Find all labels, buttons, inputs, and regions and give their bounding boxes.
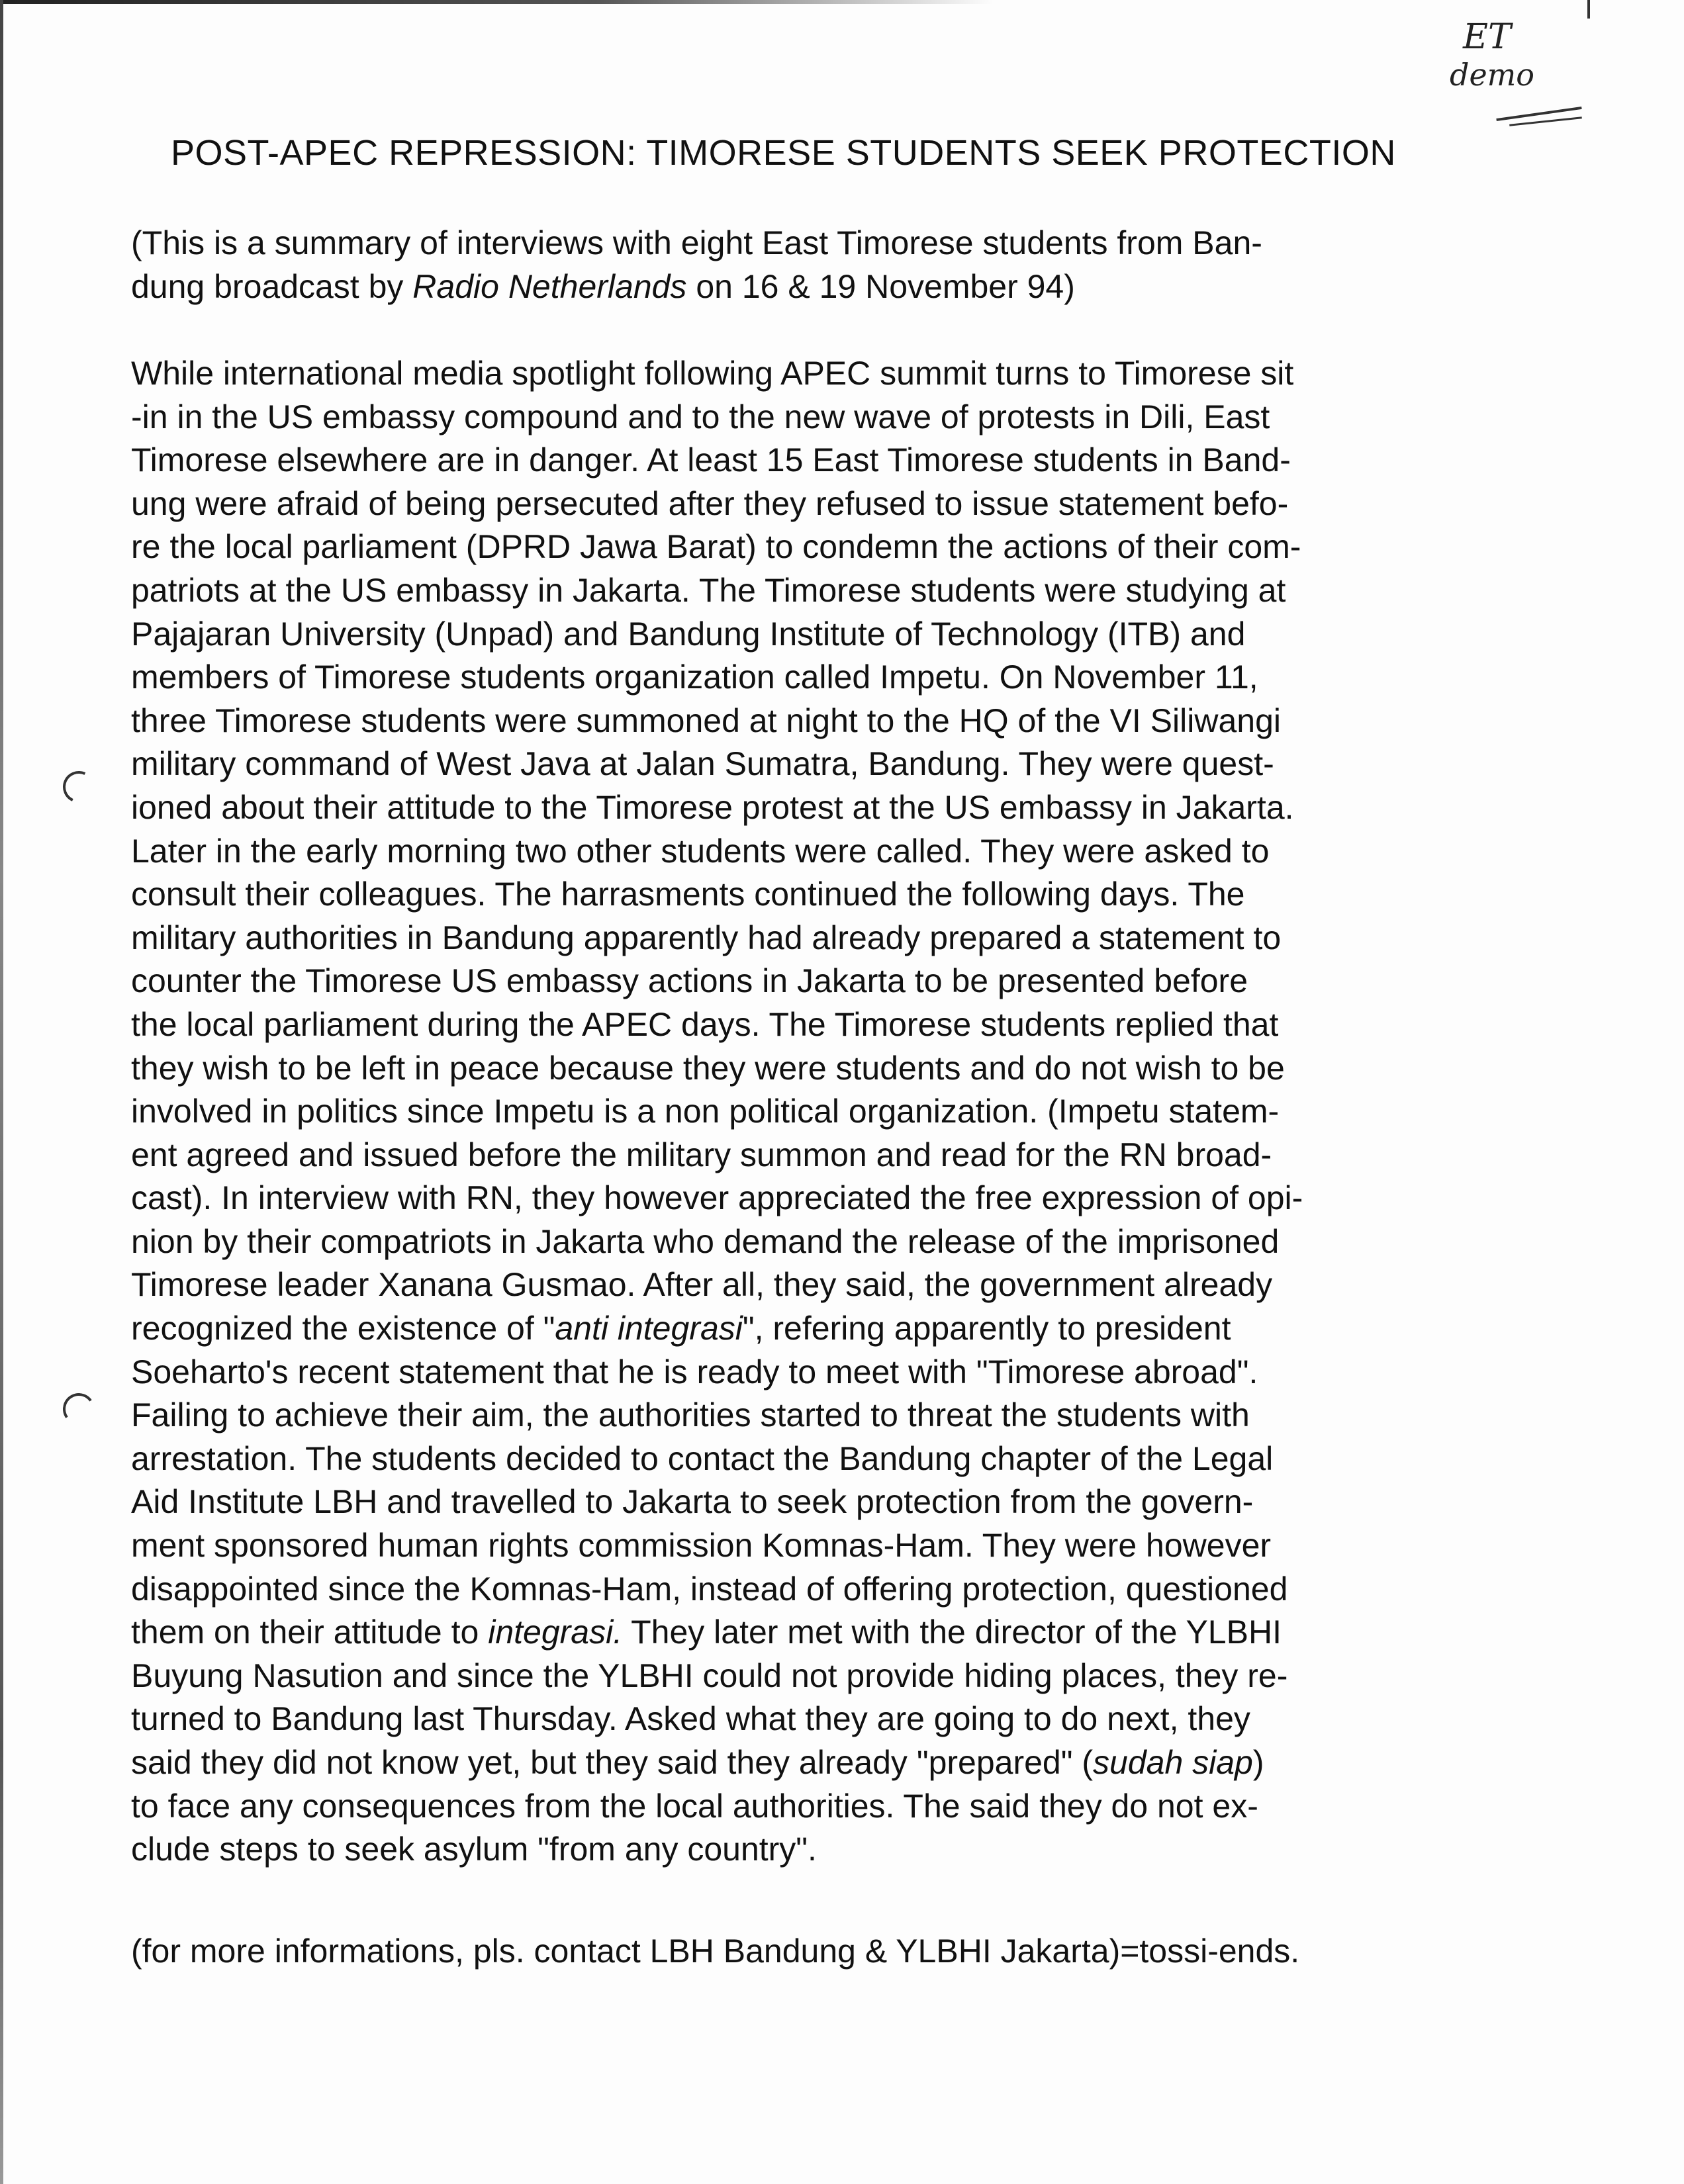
- main-line: three Timorese students were summoned at night to the HQ of the VI Siliwangi: [131, 702, 1281, 739]
- main-line: they wish to be left in peace because they were students and do not wish to be: [131, 1049, 1285, 1087]
- main-line: cast). In interview with RN, they however appreciated the free expression of opi-: [131, 1179, 1303, 1217]
- handwritten-underline-2: [1509, 116, 1582, 126]
- intro-line-1: (This is a summary of interviews with eight East Timorese students from Ban-: [131, 224, 1262, 261]
- main-line: Aid Institute LBH and travelled to Jakarta to seek protection from the govern-: [131, 1483, 1254, 1521]
- main-line: counter the Timorese US embassy actions in Jakarta to be presented before: [131, 962, 1248, 1000]
- main-line: Pajajaran University (Unpad) and Bandung Institute of Technology (ITB) and: [131, 615, 1246, 653]
- main-line: nion by their compatriots in Jakarta who demand the release of the imprisoned: [131, 1222, 1280, 1260]
- main-line: involved in politics since Impetu is a non political organization. (Impetu statem-: [131, 1093, 1280, 1130]
- main-line-33-before: said they did not know yet, but they said they already "prepared" (: [131, 1744, 1094, 1781]
- main-line: [131, 1611, 1508, 1655]
- main-line: Soeharto's recent statement that he is ready to meet with "Timorese abroad".: [131, 1353, 1258, 1390]
- main-line: ment sponsored human rights commission Komnas-Ham. They were however: [131, 1527, 1272, 1565]
- footer-line: (for more informations, pls. contact LBH Bandung & YLBHI Jakarta)=tossi-ends.: [131, 1933, 1300, 1970]
- main-line: military authorities in Bandung apparently had already prepared a statement to: [131, 919, 1282, 956]
- handwritten-note: [1436, 13, 1615, 126]
- handwritten-line-1: ET: [1463, 17, 1511, 57]
- main-line: patriots at the US embassy in Jakarta. The Timorese students were studying at: [131, 571, 1286, 609]
- scan-edge-top: [0, 0, 993, 4]
- scan-edge-left: [0, 0, 3, 2184]
- margin-mark: [58, 766, 99, 807]
- main-line-30-after: They later met with the director of the YLBHI: [622, 1614, 1282, 1651]
- main-line: military command of West Java at Jalan Sumatra, Bandung. They were quest-: [131, 745, 1274, 783]
- main-line: Timorese elsewhere are in danger. At least 15 East Timorese students in Band-: [131, 441, 1291, 479]
- main-line: the local parliament during the APEC days. The Timorese students replied that: [131, 1005, 1279, 1043]
- main-line: ioned about their attitude to the Timorese protest at the US embassy in Jakarta.: [131, 788, 1294, 826]
- main-line: While international media spotlight following APEC summit turns to Timorese sit: [131, 355, 1294, 392]
- main-line: [131, 1307, 1508, 1351]
- main-line: Timorese leader Xanana Gusmao. After all, they said, the government already: [131, 1266, 1273, 1304]
- margin-mark: [60, 1390, 97, 1428]
- main-line: re the local parliament (DPRD Jawa Barat) to condemn the actions of their com-: [131, 528, 1301, 566]
- intro-line-2-before: dung broadcast by: [131, 267, 413, 305]
- document-title: POST-APEC REPRESSION: TIMORESE STUDENTS SEEK PROTECTION: [171, 133, 1396, 173]
- main-line: Buyung Nasution and since the YLBHI could not provide hiding places, they re-: [131, 1657, 1288, 1694]
- integrasi-italic: integrasi.: [488, 1614, 623, 1651]
- intro-line-2: [131, 265, 1508, 309]
- main-line: arrestation. The students decided to contact the Bandung chapter of the Legal: [131, 1439, 1274, 1477]
- intro-line-2-after: on 16 & 19 November 94): [686, 267, 1075, 305]
- main-line-23-after: ", refering apparently to president: [742, 1310, 1231, 1347]
- main-line: -in in the US embassy compound and to the new wave of protests in Dili, East: [131, 398, 1270, 435]
- anti-integrasi-italic: anti integrasi: [555, 1310, 743, 1347]
- main-line: members of Timorese students organization called Impetu. On November 11,: [131, 659, 1258, 696]
- main-paragraph: [131, 352, 1508, 1872]
- main-line-23-before: recognized the existence of ": [131, 1310, 555, 1347]
- main-line: to face any consequences from the local authorities. The said they do not ex-: [131, 1787, 1258, 1825]
- intro-paragraph: [131, 222, 1508, 308]
- main-line: clude steps to seek asylum "from any country".: [131, 1831, 817, 1868]
- main-line: disappointed since the Komnas-Ham, instead of offering protection, questioned: [131, 1570, 1288, 1608]
- main-line: turned to Bandung last Thursday. Asked what they are going to do next, they: [131, 1700, 1250, 1738]
- main-line: [131, 1741, 1508, 1785]
- main-line: ung were afraid of being persecuted after they refused to issue statement befo-: [131, 484, 1289, 522]
- main-line-30-before: them on their attitude to: [131, 1614, 489, 1651]
- main-line: consult their colleagues. The harrasments continued the following days. The: [131, 876, 1245, 913]
- handwritten-line-2: demo: [1450, 57, 1534, 93]
- intro-source-italic: Radio Netherlands: [412, 267, 687, 305]
- main-line: ent agreed and issued before the military summon and read for the RN broad-: [131, 1136, 1272, 1173]
- sudah-siap-italic: sudah siap: [1093, 1744, 1253, 1781]
- footer-note: [131, 1930, 1508, 1974]
- main-line: Failing to achieve their aim, the authorities started to threat the students with: [131, 1396, 1250, 1434]
- main-line-33-after: ): [1252, 1744, 1264, 1781]
- main-line: Later in the early morning two other students were called. They were asked to: [131, 832, 1270, 870]
